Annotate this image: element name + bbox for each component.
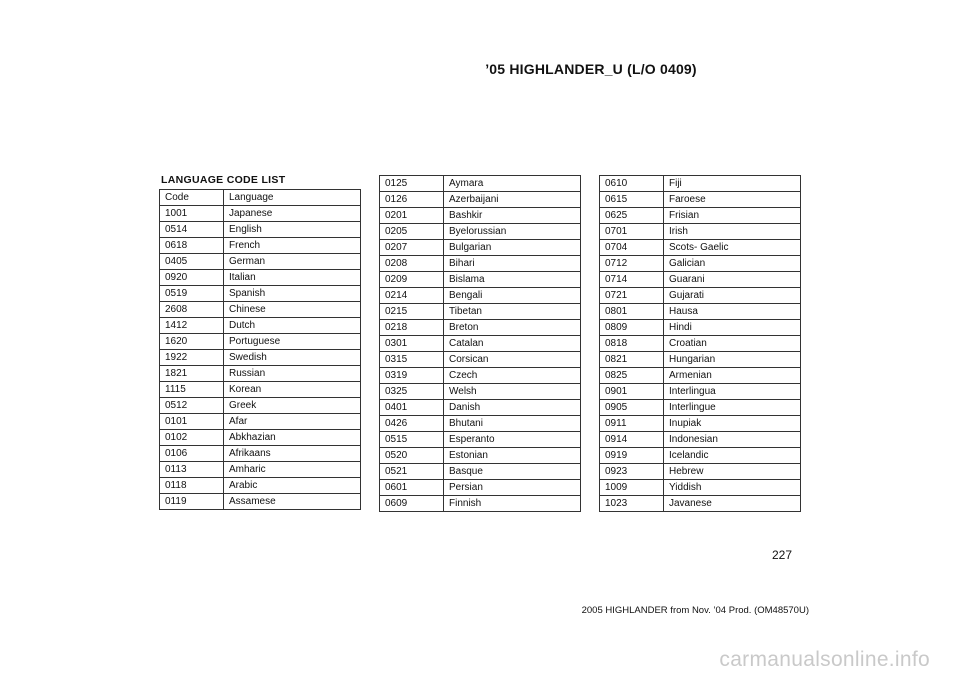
language-code-cell: 0126 — [380, 192, 444, 208]
language-name-cell: Azerbaijani — [444, 192, 581, 208]
language-name-cell: Persian — [444, 480, 581, 496]
table-row — [160, 190, 361, 206]
language-code-cell: 0818 — [600, 336, 664, 352]
table-row — [160, 254, 361, 270]
table-row — [600, 240, 801, 256]
table-row — [600, 352, 801, 368]
table-row — [160, 414, 361, 430]
table-row — [160, 302, 361, 318]
table-row — [380, 496, 581, 512]
language-name-cell: Catalan — [444, 336, 581, 352]
language-code-cell: 0102 — [160, 430, 224, 446]
language-code-cell: 0113 — [160, 462, 224, 478]
language-code-cell: 0519 — [160, 286, 224, 302]
table-row — [380, 400, 581, 416]
language-code-table-2 — [379, 175, 581, 512]
language-code-cell: 0914 — [600, 432, 664, 448]
language-code-cell: 0514 — [160, 222, 224, 238]
language-name-cell: Japanese — [224, 206, 361, 222]
table-row — [600, 496, 801, 512]
language-name-cell: Spanish — [224, 286, 361, 302]
table-row — [160, 462, 361, 478]
language-name-cell: Aymara — [444, 176, 581, 192]
language-name-cell: Chinese — [224, 302, 361, 318]
language-name-cell: Interlingue — [664, 400, 801, 416]
language-name-cell: Basque — [444, 464, 581, 480]
table-row — [160, 206, 361, 222]
table-row — [380, 288, 581, 304]
language-code-cell: 0521 — [380, 464, 444, 480]
language-code-cell: 0920 — [160, 270, 224, 286]
table-row — [600, 208, 801, 224]
language-code-cell: 0701 — [600, 224, 664, 240]
language-code-cell: 1922 — [160, 350, 224, 366]
table-row — [380, 304, 581, 320]
language-code-cell: 0125 — [380, 176, 444, 192]
table-row — [600, 416, 801, 432]
language-code-cell: 1115 — [160, 382, 224, 398]
language-name-cell: Swedish — [224, 350, 361, 366]
language-name-cell: Welsh — [444, 384, 581, 400]
table-row — [380, 208, 581, 224]
table-row — [380, 432, 581, 448]
footer-text: 2005 HIGHLANDER from Nov. ’04 Prod. (OM48570U) — [581, 605, 809, 616]
language-name-cell: Language — [224, 190, 361, 206]
language-code-cell: 0821 — [600, 352, 664, 368]
language-name-cell: Bashkir — [444, 208, 581, 224]
language-code-cell: 0809 — [600, 320, 664, 336]
language-code-cell: 0825 — [600, 368, 664, 384]
language-code-cell: 0714 — [600, 272, 664, 288]
language-name-cell: Hindi — [664, 320, 801, 336]
language-name-cell: Estonian — [444, 448, 581, 464]
language-code-cell: 0209 — [380, 272, 444, 288]
table-row — [380, 368, 581, 384]
language-name-cell: Interlingua — [664, 384, 801, 400]
table-row — [160, 350, 361, 366]
table-row — [380, 464, 581, 480]
table-row — [600, 480, 801, 496]
language-name-cell: Icelandic — [664, 448, 801, 464]
language-code-cell: 0325 — [380, 384, 444, 400]
language-code-cell: 0801 — [600, 304, 664, 320]
watermark-text[interactable]: carmanualsonline.info — [719, 648, 930, 671]
language-code-cell: 0512 — [160, 398, 224, 414]
language-code-cell: 0905 — [600, 400, 664, 416]
language-code-cell: 1412 — [160, 318, 224, 334]
language-code-cell: 0704 — [600, 240, 664, 256]
table-row — [380, 448, 581, 464]
language-name-cell: Dutch — [224, 318, 361, 334]
language-code-cell: 0215 — [380, 304, 444, 320]
table-row — [160, 398, 361, 414]
language-name-cell: Afar — [224, 414, 361, 430]
table-row — [600, 320, 801, 336]
language-code-cell: 0625 — [600, 208, 664, 224]
language-name-cell: Korean — [224, 382, 361, 398]
language-code-cell: 0515 — [380, 432, 444, 448]
language-name-cell: Hausa — [664, 304, 801, 320]
language-code-cell: 0118 — [160, 478, 224, 494]
language-name-cell: Frisian — [664, 208, 801, 224]
language-name-cell: Irish — [664, 224, 801, 240]
language-code-cell: 0101 — [160, 414, 224, 430]
language-name-cell: Abkhazian — [224, 430, 361, 446]
language-code-cell: 0214 — [380, 288, 444, 304]
language-name-cell: Byelorussian — [444, 224, 581, 240]
table-row — [380, 240, 581, 256]
table-row — [380, 224, 581, 240]
language-name-cell: Faroese — [664, 192, 801, 208]
page-number: 227 — [772, 548, 793, 562]
language-code-cell: 0901 — [600, 384, 664, 400]
language-name-cell: Guarani — [664, 272, 801, 288]
table-row — [160, 478, 361, 494]
language-name-cell: Arabic — [224, 478, 361, 494]
language-code-cell: 1001 — [160, 206, 224, 222]
table-row — [380, 480, 581, 496]
language-name-cell: Bengali — [444, 288, 581, 304]
language-name-cell: Finnish — [444, 496, 581, 512]
language-code-cell: 1821 — [160, 366, 224, 382]
language-code-cell: 0610 — [600, 176, 664, 192]
table-row — [380, 416, 581, 432]
language-code-cell: Code — [160, 190, 224, 206]
language-name-cell: Breton — [444, 320, 581, 336]
language-name-cell: Armenian — [664, 368, 801, 384]
table-row — [600, 288, 801, 304]
table-row — [160, 222, 361, 238]
language-code-cell: 0208 — [380, 256, 444, 272]
language-name-cell: Hungarian — [664, 352, 801, 368]
table-row — [600, 464, 801, 480]
language-name-cell: Hebrew — [664, 464, 801, 480]
language-code-cell: 0218 — [380, 320, 444, 336]
language-name-cell: Scots- Gaelic — [664, 240, 801, 256]
language-code-cell: 0401 — [380, 400, 444, 416]
language-code-cell: 0207 — [380, 240, 444, 256]
language-code-cell: 2608 — [160, 302, 224, 318]
language-name-cell: Russian — [224, 366, 361, 382]
language-name-cell: Danish — [444, 400, 581, 416]
language-name-cell: Afrikaans — [224, 446, 361, 462]
language-code-cell: 0301 — [380, 336, 444, 352]
language-name-cell: Javanese — [664, 496, 801, 512]
language-name-cell: Bislama — [444, 272, 581, 288]
language-name-cell: Gujarati — [664, 288, 801, 304]
table-row — [600, 384, 801, 400]
table-row — [600, 256, 801, 272]
language-name-cell: Esperanto — [444, 432, 581, 448]
language-name-cell: German — [224, 254, 361, 270]
table-row — [600, 432, 801, 448]
table-row — [160, 494, 361, 510]
language-code-cell: 0315 — [380, 352, 444, 368]
language-name-cell: Indonesian — [664, 432, 801, 448]
table-row — [160, 366, 361, 382]
language-name-cell: Galician — [664, 256, 801, 272]
language-code-cell: 0319 — [380, 368, 444, 384]
table-row — [600, 176, 801, 192]
table-row — [160, 430, 361, 446]
language-code-cell: 0119 — [160, 494, 224, 510]
language-code-table-3 — [599, 175, 801, 512]
language-code-cell: 0923 — [600, 464, 664, 480]
table-row — [600, 400, 801, 416]
table-row — [380, 192, 581, 208]
language-code-cell: 0721 — [600, 288, 664, 304]
language-code-cell: 1009 — [600, 480, 664, 496]
language-code-table-1 — [159, 189, 361, 510]
language-code-cell: 0919 — [600, 448, 664, 464]
language-code-cell: 0609 — [380, 496, 444, 512]
table-row — [600, 192, 801, 208]
language-name-cell: Portuguese — [224, 334, 361, 350]
language-name-cell: Tibetan — [444, 304, 581, 320]
language-name-cell: Czech — [444, 368, 581, 384]
language-name-cell: Italian — [224, 270, 361, 286]
table-row — [380, 256, 581, 272]
language-name-cell: Bulgarian — [444, 240, 581, 256]
table-row — [380, 384, 581, 400]
table-row — [600, 304, 801, 320]
language-name-cell: Croatian — [664, 336, 801, 352]
language-name-cell: Fiji — [664, 176, 801, 192]
language-code-cell: 1620 — [160, 334, 224, 350]
table-row — [600, 368, 801, 384]
page-header-title: ’05 HIGHLANDER_U (L/O 0409) — [485, 61, 697, 77]
language-code-cell: 0426 — [380, 416, 444, 432]
language-name-cell: Assamese — [224, 494, 361, 510]
language-code-cell: 0405 — [160, 254, 224, 270]
language-name-cell: English — [224, 222, 361, 238]
language-code-cell: 0601 — [380, 480, 444, 496]
language-code-cell: 0106 — [160, 446, 224, 462]
language-name-cell: Greek — [224, 398, 361, 414]
language-code-cell: 0520 — [380, 448, 444, 464]
language-code-cell: 0712 — [600, 256, 664, 272]
table-row — [160, 286, 361, 302]
table-row — [600, 272, 801, 288]
table-row — [160, 238, 361, 254]
language-code-cell: 0201 — [380, 208, 444, 224]
language-name-cell: Corsican — [444, 352, 581, 368]
language-name-cell: Amharic — [224, 462, 361, 478]
language-name-cell: Bhutani — [444, 416, 581, 432]
table-row — [600, 336, 801, 352]
language-name-cell: Yiddish — [664, 480, 801, 496]
table-row — [380, 320, 581, 336]
table-row — [600, 224, 801, 240]
language-name-cell: Bihari — [444, 256, 581, 272]
language-code-cell: 0911 — [600, 416, 664, 432]
table-row — [380, 336, 581, 352]
language-name-cell: French — [224, 238, 361, 254]
section-title: LANGUAGE CODE LIST — [161, 174, 286, 186]
table-row — [380, 352, 581, 368]
language-code-cell: 0618 — [160, 238, 224, 254]
table-row — [160, 270, 361, 286]
table-row — [160, 446, 361, 462]
language-code-cell: 0615 — [600, 192, 664, 208]
table-row — [160, 334, 361, 350]
table-row — [600, 448, 801, 464]
table-row — [380, 272, 581, 288]
table-row — [160, 382, 361, 398]
table-row — [380, 176, 581, 192]
language-code-cell: 1023 — [600, 496, 664, 512]
table-row — [160, 318, 361, 334]
language-code-cell: 0205 — [380, 224, 444, 240]
language-name-cell: Inupiak — [664, 416, 801, 432]
